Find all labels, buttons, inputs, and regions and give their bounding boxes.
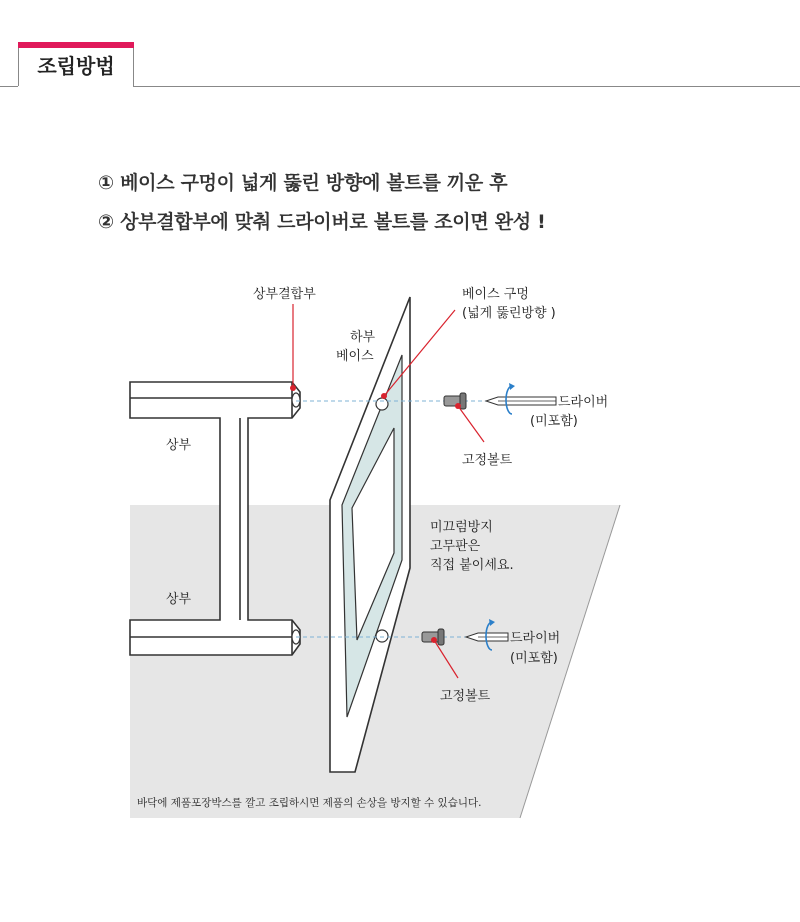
label-lower-base-line2: 베이스	[336, 349, 374, 364]
label-driver-top-note: (미포함)	[530, 414, 578, 429]
label-pad-line3: 직접 붙이세요.	[430, 558, 514, 573]
bolt-top-icon	[444, 393, 466, 409]
screwdriver-top-icon	[486, 383, 556, 414]
label-driver-top: 드라이버	[558, 395, 609, 410]
label-lower-base-line1: 하부	[350, 330, 376, 345]
label-driver-bottom: 드라이버	[510, 631, 561, 646]
label-bolt-bottom: 고정볼트	[440, 689, 491, 704]
label-top-upper: 상부	[166, 438, 192, 453]
label-bolt-top: 고정볼트	[462, 453, 513, 468]
base-hole-lower	[376, 630, 388, 642]
floor-note: 바닥에 제품포장박스를 깔고 조립하시면 제품의 손상을 방지할 수 있습니다.	[137, 797, 482, 809]
label-pad-line2: 고무판은	[430, 539, 481, 554]
label-top-joint: 상부결합부	[253, 287, 316, 302]
base-hole-upper	[376, 398, 388, 410]
section-title: 조립방법	[37, 54, 115, 78]
top-joint-hole-upper	[292, 393, 300, 407]
label-pad-line1: 미끄럼방지	[430, 520, 493, 535]
step-2-text: ② 상부결합부에 맞춰 드라이버로 볼트를 조이면 완성 !	[98, 211, 546, 233]
label-top-lower: 상부	[166, 592, 192, 607]
label-base-hole-line1: 베이스 구멍	[462, 287, 529, 302]
label-base-hole-line2: (넓게 뚫린방향 )	[462, 306, 556, 321]
step-1-text: ① 베이스 구멍이 넓게 뚫린 방향에 볼트를 끼운 후	[98, 172, 508, 194]
label-driver-bottom-note: (미포함)	[510, 651, 558, 666]
